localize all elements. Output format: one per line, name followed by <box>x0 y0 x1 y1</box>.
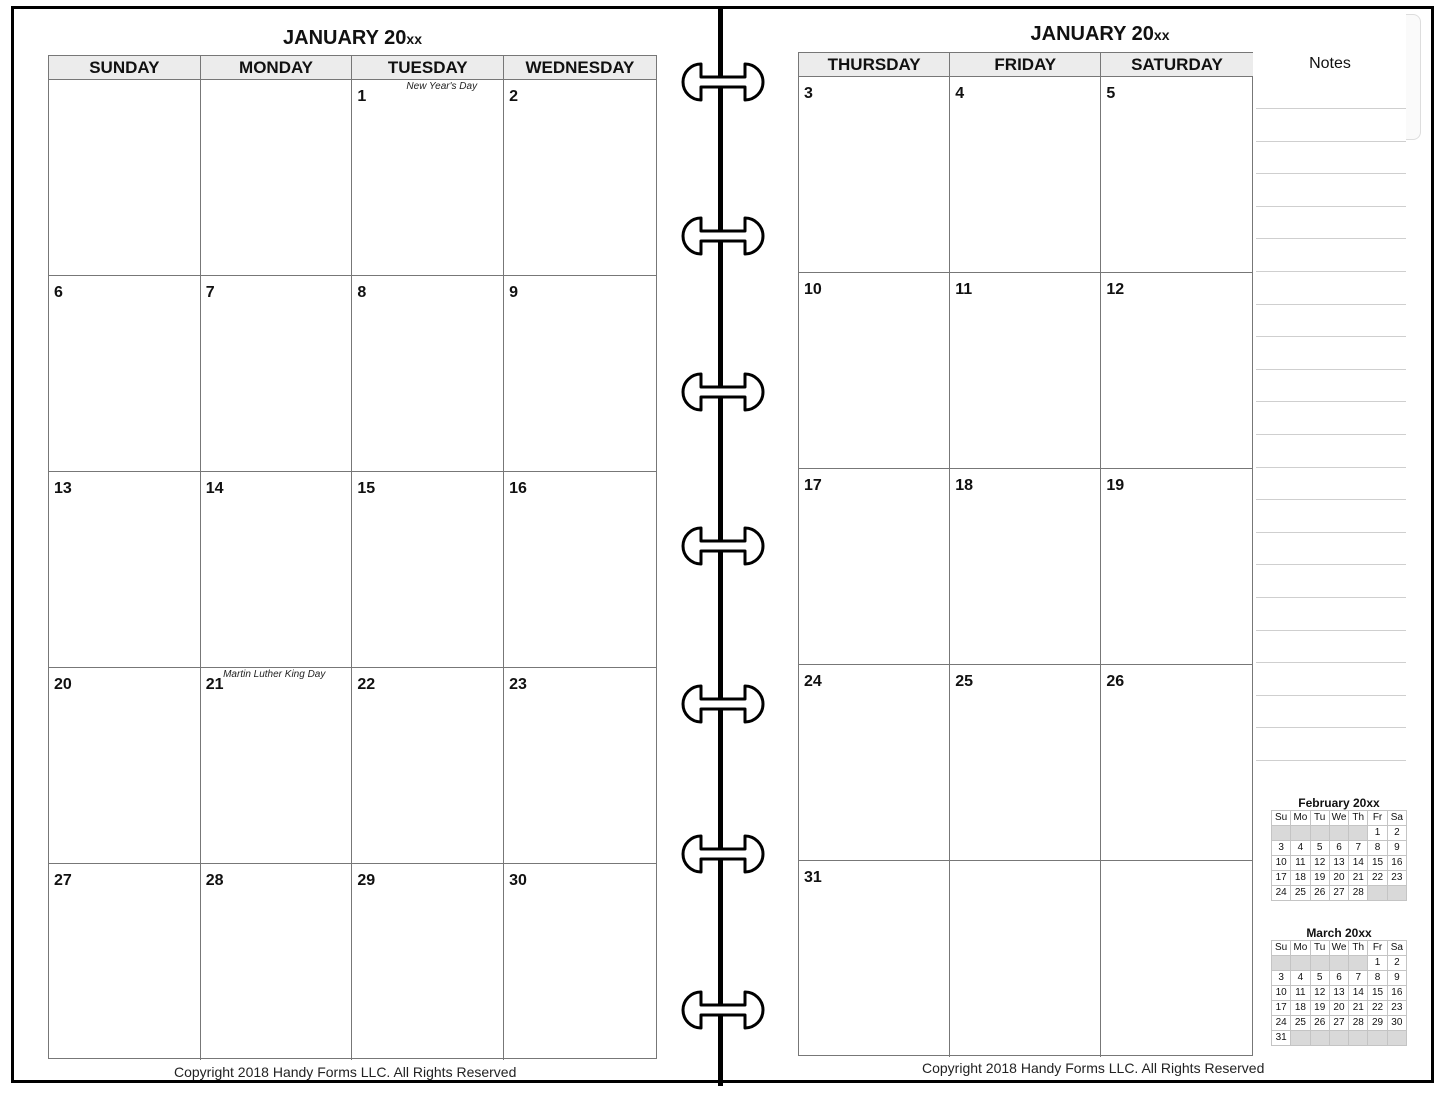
day-cell[interactable] <box>950 77 1101 273</box>
mini-day-header: Su <box>1272 941 1291 956</box>
note-line <box>1256 271 1406 272</box>
note-line <box>1256 532 1406 533</box>
binder-ring-icon <box>671 524 775 568</box>
day-cell[interactable] <box>49 276 201 472</box>
mini-date: 26 <box>1310 1016 1329 1031</box>
day-number: 8 <box>357 284 367 301</box>
mini-date: 19 <box>1310 1001 1329 1016</box>
mini-date: 20 <box>1329 871 1348 886</box>
day-number: 10 <box>804 281 822 298</box>
day-number: 30 <box>509 872 527 889</box>
left-title-suffix: xx <box>406 31 422 47</box>
note-line <box>1256 369 1406 370</box>
note-line <box>1256 336 1406 337</box>
mini-date: 14 <box>1349 856 1368 871</box>
day-number: 16 <box>509 480 527 497</box>
day-cell[interactable] <box>504 276 656 472</box>
note-line <box>1256 662 1406 663</box>
mini-date: 17 <box>1272 1001 1291 1016</box>
day-cell[interactable] <box>1101 273 1252 469</box>
mini-day-header: Fr <box>1368 941 1387 956</box>
binder-ring-icon <box>671 832 775 876</box>
day-cell[interactable] <box>799 273 950 469</box>
day-number: 20 <box>54 676 72 693</box>
day-number: 11 <box>955 281 973 298</box>
day-number: 21 <box>205 676 224 693</box>
mini-date: 21 <box>1349 1001 1368 1016</box>
mini-date: 9 <box>1387 971 1406 986</box>
left-page-title <box>48 27 657 50</box>
day-cell[interactable] <box>950 273 1101 469</box>
day-header-wednesday: WEDNESDAY <box>504 56 656 80</box>
day-number: 4 <box>955 85 965 102</box>
left-title-text: JANUARY 20 <box>283 27 407 49</box>
day-number: 29 <box>357 872 376 889</box>
left-month-grid <box>48 55 657 1059</box>
day-cell[interactable] <box>950 665 1101 861</box>
note-line <box>1256 760 1406 761</box>
day-header-friday: FRIDAY <box>950 53 1101 77</box>
mini-date: 2 <box>1387 956 1406 971</box>
day-cell[interactable] <box>799 861 950 1057</box>
day-number: 3 <box>804 85 813 102</box>
mini-date: 26 <box>1310 886 1329 901</box>
mini-date: 22 <box>1368 1001 1387 1016</box>
mini-date: 28 <box>1349 886 1368 901</box>
mini-calendar-table <box>1271 810 1407 901</box>
mini-date: 18 <box>1291 871 1310 886</box>
day-number: 28 <box>205 872 224 889</box>
mini-date: 8 <box>1368 841 1387 856</box>
mini-date: 17 <box>1272 871 1291 886</box>
holiday-label: Martin Luther King Day <box>223 669 326 680</box>
mini-date: 23 <box>1387 871 1406 886</box>
mini-date: 11 <box>1291 986 1310 1001</box>
mini-date: 6 <box>1329 971 1348 986</box>
day-number: 5 <box>1106 85 1116 102</box>
mini-date: 25 <box>1291 1016 1310 1031</box>
mini-date: 1 <box>1368 956 1387 971</box>
mini-day-header: Th <box>1349 941 1368 956</box>
day-cell[interactable] <box>799 665 950 861</box>
mini-date: 3 <box>1272 841 1291 856</box>
mini-date: 5 <box>1310 841 1329 856</box>
day-number: 24 <box>804 673 822 690</box>
mini-date: 2 <box>1387 826 1406 841</box>
day-header-monday: MONDAY <box>201 56 353 80</box>
day-number: 9 <box>509 284 518 301</box>
mini-date <box>1387 1031 1406 1046</box>
day-number: 26 <box>1106 673 1125 690</box>
mini-day-header: Th <box>1349 811 1368 826</box>
day-cell[interactable] <box>950 469 1101 665</box>
day-number: 7 <box>205 284 215 301</box>
day-cell[interactable] <box>201 472 353 668</box>
day-number: 13 <box>54 480 72 497</box>
mini-date: 28 <box>1349 1016 1368 1031</box>
day-cell[interactable] <box>201 668 353 864</box>
mini-date <box>1272 956 1291 971</box>
day-cell[interactable] <box>950 861 1101 1057</box>
mini-date: 9 <box>1387 841 1406 856</box>
day-cell[interactable] <box>201 80 353 276</box>
mini-date <box>1387 886 1406 901</box>
right-copyright: Copyright 2018 Handy Forms LLC. All Rights Reserved <box>922 1060 1265 1076</box>
note-line <box>1256 630 1406 631</box>
binder-ring-icon <box>671 370 775 414</box>
day-cell[interactable] <box>799 469 950 665</box>
note-line <box>1256 206 1406 207</box>
mini-date: 27 <box>1329 886 1348 901</box>
day-cell[interactable] <box>504 472 656 668</box>
mini-day-header: We <box>1329 811 1348 826</box>
day-number: 22 <box>357 676 376 693</box>
note-line <box>1256 304 1406 305</box>
mini-day-header: Fr <box>1368 811 1387 826</box>
mini-day-header: Sa <box>1387 941 1406 956</box>
right-month-grid <box>798 52 1253 1056</box>
day-cell[interactable] <box>352 668 504 864</box>
mini-date: 18 <box>1291 1001 1310 1016</box>
day-number: 17 <box>804 477 822 494</box>
day-header-thursday: THURSDAY <box>799 53 950 77</box>
mini-date: 4 <box>1291 971 1310 986</box>
mini-date: 19 <box>1310 871 1329 886</box>
mini-date: 24 <box>1272 1016 1291 1031</box>
mini-date: 15 <box>1368 986 1387 1001</box>
mini-date: 15 <box>1368 856 1387 871</box>
mini-date: 12 <box>1310 986 1329 1001</box>
mini-date: 23 <box>1387 1001 1406 1016</box>
mini-date: 12 <box>1310 856 1329 871</box>
mini-day-header: Tu <box>1310 811 1329 826</box>
day-cell[interactable] <box>201 864 353 1060</box>
mini-date: 27 <box>1329 1016 1348 1031</box>
mini-date <box>1368 1031 1387 1046</box>
day-number: 14 <box>205 480 224 497</box>
day-cell[interactable] <box>504 80 656 276</box>
mini-date <box>1349 826 1368 841</box>
note-line <box>1256 695 1406 696</box>
holiday-label: New Year's Day <box>406 81 478 92</box>
day-cell[interactable] <box>352 80 504 276</box>
day-number: 1 <box>357 88 367 105</box>
day-cell[interactable] <box>49 80 201 276</box>
mini-date: 7 <box>1349 841 1368 856</box>
day-number: 25 <box>955 673 973 690</box>
day-cell[interactable] <box>49 472 201 668</box>
day-cell[interactable] <box>1101 861 1252 1057</box>
mini-date: 24 <box>1272 886 1291 901</box>
note-line <box>1256 727 1406 728</box>
note-line <box>1256 173 1406 174</box>
mini-date <box>1310 826 1329 841</box>
day-cell[interactable] <box>504 668 656 864</box>
mini-date <box>1329 826 1348 841</box>
mini-date: 10 <box>1272 986 1291 1001</box>
day-number: 23 <box>509 676 527 693</box>
day-header-tuesday: TUESDAY <box>352 56 504 80</box>
mini-date: 22 <box>1368 871 1387 886</box>
left-copyright: Copyright 2018 Handy Forms LLC. All Rights Reserved <box>174 1064 517 1080</box>
mini-date: 25 <box>1291 886 1310 901</box>
mini-calendar-february <box>1271 796 1407 901</box>
mini-date <box>1310 956 1329 971</box>
mini-date: 8 <box>1368 971 1387 986</box>
mini-day-header: We <box>1329 941 1348 956</box>
mini-date <box>1329 1031 1348 1046</box>
binder-ring-icon <box>671 60 775 104</box>
mini-date: 30 <box>1387 1016 1406 1031</box>
page-tab-edge <box>1406 14 1421 140</box>
mini-date: 29 <box>1368 1016 1387 1031</box>
note-line <box>1256 467 1406 468</box>
mini-date: 21 <box>1349 871 1368 886</box>
mini-date <box>1368 886 1387 901</box>
binder-ring-icon <box>671 682 775 726</box>
day-cell[interactable] <box>201 276 353 472</box>
mini-date: 5 <box>1310 971 1329 986</box>
mini-day-header: Tu <box>1310 941 1329 956</box>
note-line <box>1256 141 1406 142</box>
note-line <box>1256 238 1406 239</box>
right-title-suffix: xx <box>1153 27 1170 43</box>
day-cell[interactable] <box>1101 469 1252 665</box>
note-line <box>1256 564 1406 565</box>
mini-date <box>1291 826 1310 841</box>
day-header-sunday: SUNDAY <box>49 56 201 80</box>
day-header-saturday: SATURDAY <box>1101 53 1252 77</box>
mini-calendar-march <box>1271 926 1407 1046</box>
mini-day-header: Su <box>1272 811 1291 826</box>
day-number: 6 <box>54 284 63 301</box>
mini-date: 14 <box>1349 986 1368 1001</box>
mini-date <box>1349 1031 1368 1046</box>
note-line <box>1256 108 1406 109</box>
mini-date <box>1291 956 1310 971</box>
mini-day-header: Mo <box>1291 811 1310 826</box>
day-cell[interactable] <box>352 472 504 668</box>
mini-date: 4 <box>1291 841 1310 856</box>
mini-date: 16 <box>1387 986 1406 1001</box>
day-cell[interactable] <box>49 864 201 1060</box>
mini-date: 20 <box>1329 1001 1348 1016</box>
day-cell[interactable] <box>49 668 201 864</box>
mini-date: 3 <box>1272 971 1291 986</box>
mini-date <box>1349 956 1368 971</box>
right-title-text: JANUARY 20 <box>1030 23 1154 45</box>
mini-calendar-title: February 20xx <box>1298 796 1380 810</box>
note-line <box>1256 499 1406 500</box>
mini-date: 1 <box>1368 826 1387 841</box>
day-cell[interactable] <box>352 864 504 1060</box>
mini-date: 31 <box>1272 1031 1291 1046</box>
day-cell[interactable] <box>352 276 504 472</box>
day-number: 18 <box>955 477 973 494</box>
mini-date <box>1310 1031 1329 1046</box>
mini-day-header: Mo <box>1291 941 1310 956</box>
mini-date <box>1291 1031 1310 1046</box>
day-number: 15 <box>357 480 376 497</box>
binder-ring-icon <box>671 214 775 258</box>
day-number: 2 <box>509 88 518 105</box>
binder-ring-icon <box>671 988 775 1032</box>
note-line <box>1256 434 1406 435</box>
day-number: 19 <box>1106 477 1125 494</box>
notes-label: Notes <box>1309 55 1351 72</box>
mini-calendar-table <box>1271 940 1407 1046</box>
day-number: 31 <box>804 869 822 886</box>
day-cell[interactable] <box>1101 77 1252 273</box>
note-line <box>1256 401 1406 402</box>
mini-date <box>1272 826 1291 841</box>
note-line <box>1256 597 1406 598</box>
mini-calendar-title: March 20xx <box>1306 926 1372 940</box>
mini-date: 7 <box>1349 971 1368 986</box>
day-cell[interactable] <box>799 77 950 273</box>
mini-day-header: Sa <box>1387 811 1406 826</box>
day-number: 12 <box>1106 281 1125 298</box>
day-number: 27 <box>54 872 72 889</box>
right-page-title <box>798 23 1402 46</box>
mini-date: 6 <box>1329 841 1348 856</box>
mini-date <box>1329 956 1348 971</box>
mini-date: 13 <box>1329 986 1348 1001</box>
mini-date: 16 <box>1387 856 1406 871</box>
mini-date: 10 <box>1272 856 1291 871</box>
mini-date: 13 <box>1329 856 1348 871</box>
day-cell[interactable] <box>504 864 656 1060</box>
day-cell[interactable] <box>1101 665 1252 861</box>
mini-date: 11 <box>1291 856 1310 871</box>
